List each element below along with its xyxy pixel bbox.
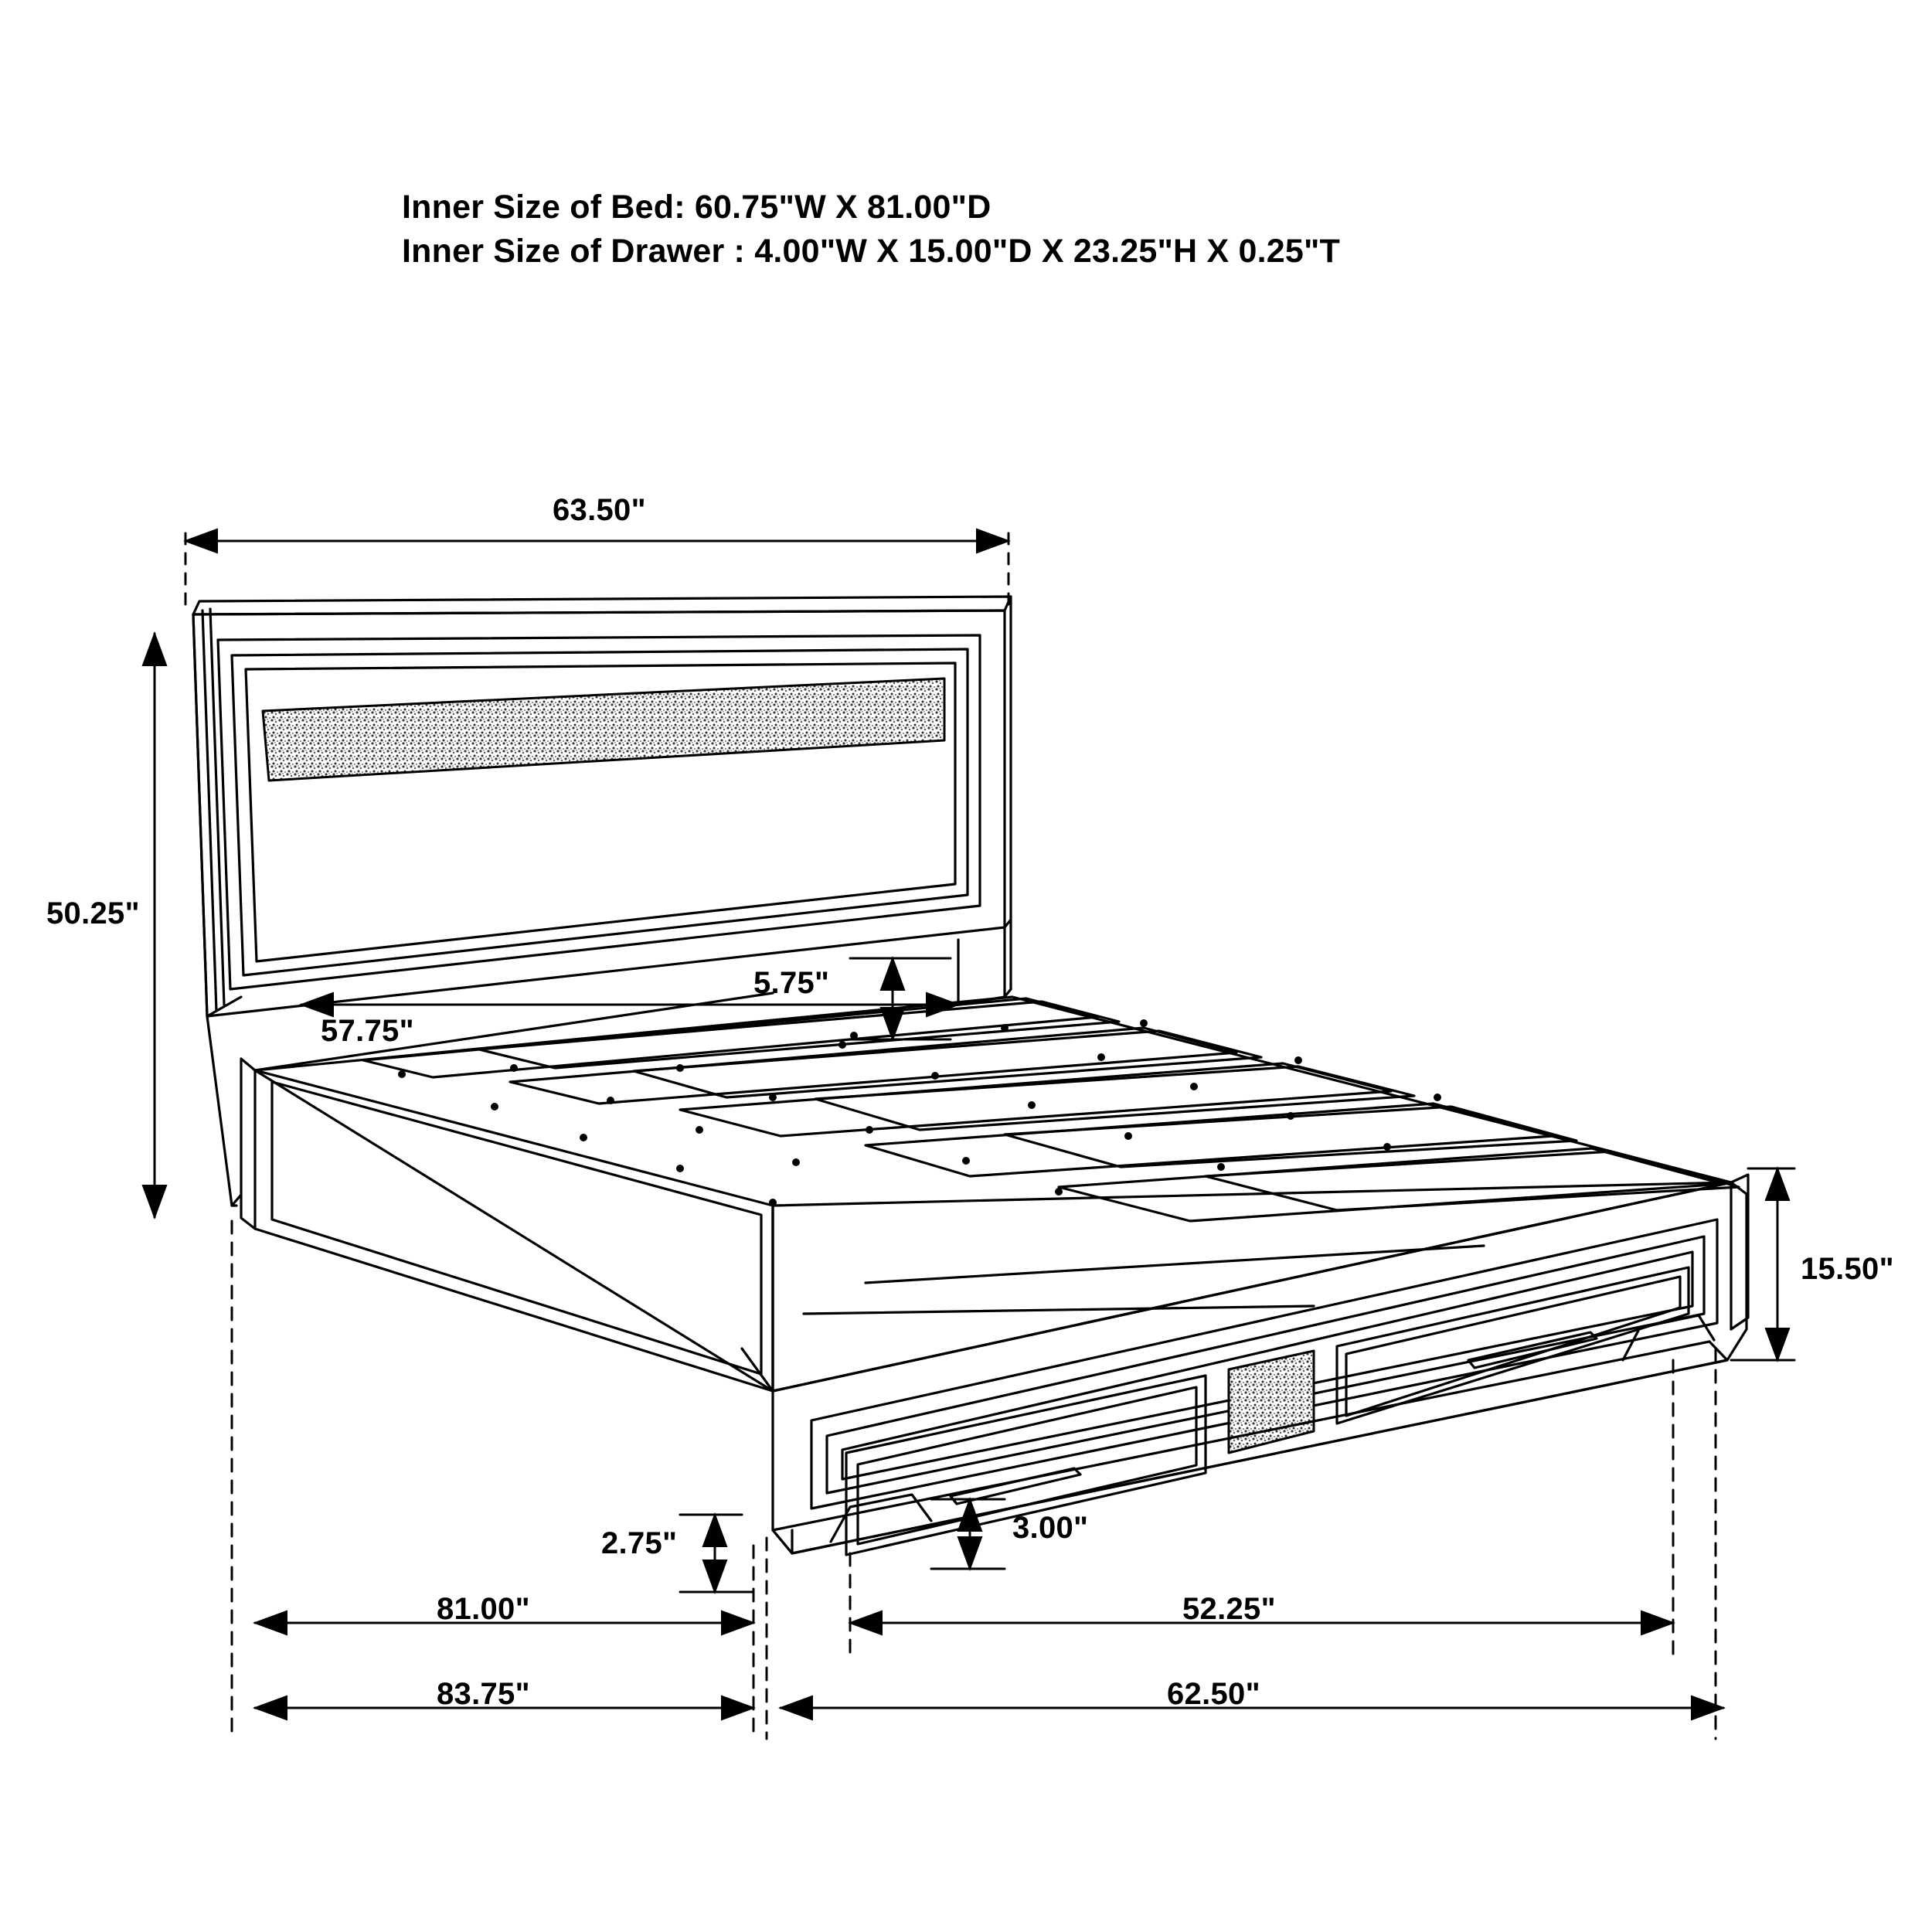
dim-label-toe-kick-height: 2.75" — [601, 1526, 678, 1560]
dim-label-foot-clearance: 3.00" — [1012, 1511, 1089, 1545]
dim-label-drawer-span: 52.25" — [1182, 1592, 1276, 1626]
inner-size-drawer-text: Inner Size of Drawer : 4.00"W X 15.00"D X 23.25"H X 0.25"T — [402, 232, 1341, 270]
dim-label-headboard-height: 50.25" — [46, 896, 140, 930]
dim-label-footboard-height: 15.50" — [1801, 1252, 1894, 1286]
dim-label-bed-depth: 81.00" — [437, 1592, 530, 1626]
dim-label-headboard-inner-width: 57.75" — [321, 1014, 414, 1048]
dim-label-headboard-width: 63.50" — [553, 493, 646, 527]
inner-size-bed-text: Inner Size of Bed: 60.75"W X 81.00"D — [402, 189, 992, 226]
dim-label-rail-offset: 5.75" — [753, 966, 830, 1000]
dim-label-overall-width: 62.50" — [1167, 1677, 1260, 1711]
dim-label-overall-depth: 83.75" — [437, 1677, 530, 1711]
